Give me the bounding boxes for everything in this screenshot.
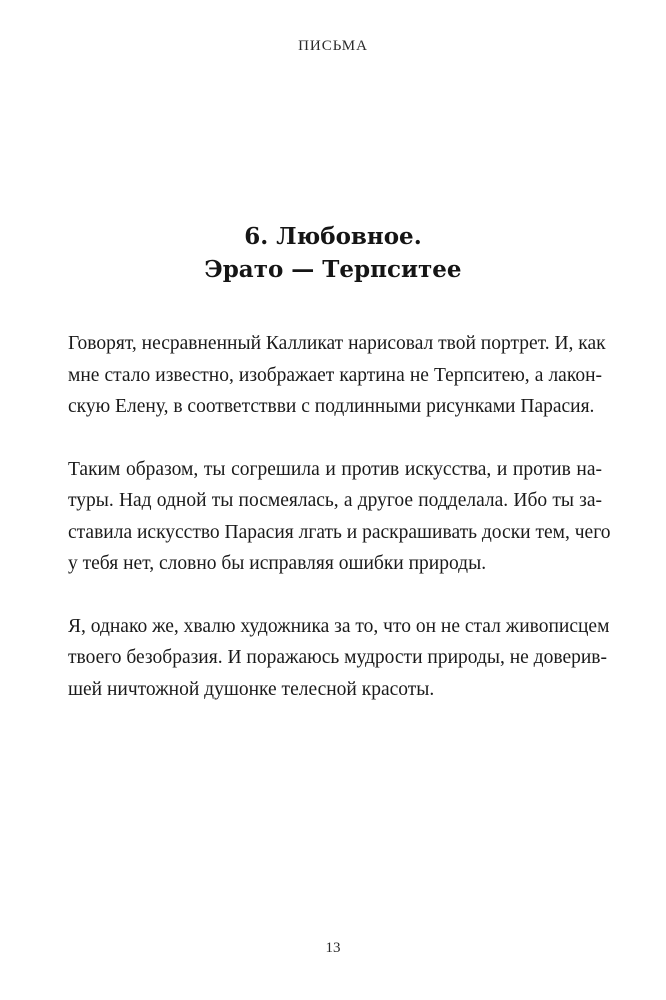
chapter-heading <box>0 220 666 286</box>
chapter-title-line-1: 6. Любовное. <box>244 223 422 250</box>
paragraph-3 <box>68 611 610 706</box>
text-line: шей ничтожной душонке телесной красоты. <box>68 678 435 700</box>
text-line: у тебя нет, словно бы исправляя ошибки природы. <box>68 553 487 574</box>
text-line: скую Елену, в соответствви с подлинными рисунками Парасия. <box>68 396 595 417</box>
text-line: Таким образом, ты согрешила и против искусства, и против на- <box>68 458 602 480</box>
page-number: 13 <box>325 940 341 956</box>
running-head: ПИСЬМА <box>298 38 368 54</box>
text-line: Я, однако же, хвалю художника за то, что он не стал живописцем <box>68 615 610 637</box>
chapter-title-line-2: Эрато — Терпситее <box>204 256 462 283</box>
text-line: мне стало известно, изображает картина не Терпситею, а лакон- <box>68 364 602 386</box>
paragraph-2 <box>68 454 611 580</box>
text-line: туры. Над одной ты посмеялась, а другое подделала. Ибо ты за- <box>68 490 602 511</box>
paragraph-1 <box>68 328 606 423</box>
text-line: ставила искусство Парасия лгать и раскрашивать доски тем, чего <box>68 521 611 543</box>
text-line: Говорят, несравненный Калликат нарисовал твой портрет. И, как <box>68 333 606 354</box>
letter-body <box>68 328 611 736</box>
text-line: твоего безобразия. И поражаюсь мудрости природы, не доверив- <box>68 647 607 668</box>
